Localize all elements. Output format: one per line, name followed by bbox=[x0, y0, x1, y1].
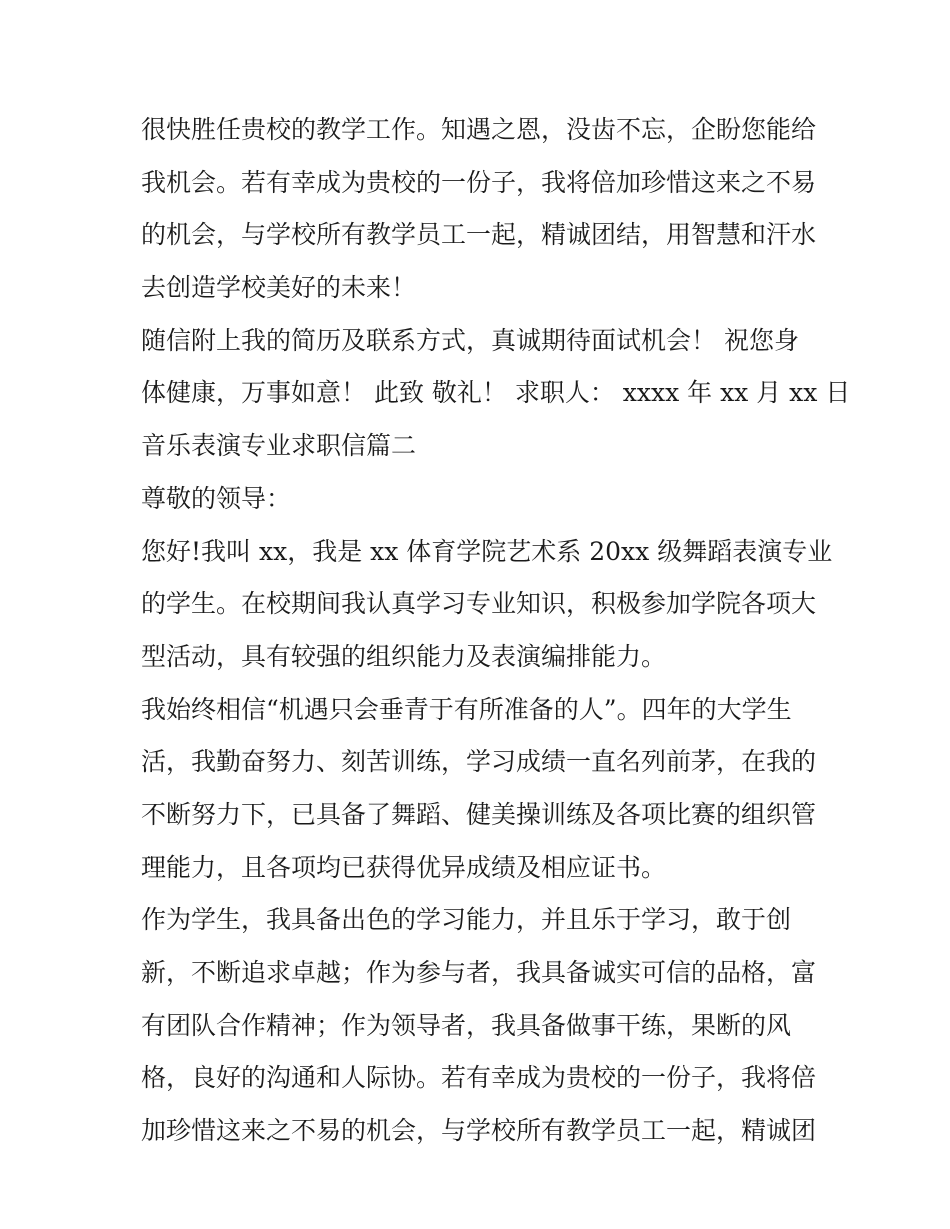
text-line: 您好!我叫 xx，我是 xx 体育学院艺术系 20xx 级舞蹈表演专业 bbox=[141, 536, 833, 566]
text-line: 我始终相信“机遇只会垂青于有所准备的人”。四年的大学生 bbox=[141, 694, 792, 724]
section-title: 音乐表演专业求职信篇二 bbox=[141, 431, 417, 461]
document-body bbox=[141, 104, 851, 1158]
text-line: 很快胜任贵校的教学工作。知遇之恩，没齿不忘，企盼您能给 bbox=[141, 115, 817, 144]
text-line: 不断努力下，已具备了舞蹈、健美操训练及各项比赛的组织管 bbox=[141, 799, 817, 829]
text-line: 格，良好的沟通和人际协。若有幸成为贵校的一份子，我将倍 bbox=[141, 1063, 817, 1093]
text-line: 作为学生，我具备出色的学习能力，并且乐于学习，敢于创 bbox=[141, 905, 792, 935]
text-line: 去创造学校美好的未来！ bbox=[141, 273, 417, 303]
text-line: 活，我勤奋努力、刻苦训练，学习成绩一直名列前茅，在我的 bbox=[141, 747, 817, 777]
text-line: 新，不断追求卓越；作为参与者，我具备诚实可信的品格，富 bbox=[141, 958, 817, 987]
text-line: 体健康，万事如意！ 此致 敬礼！ 求职人： xxxx 年 xx 月 xx 日 bbox=[141, 378, 851, 408]
text-line: 型活动，具有较强的组织能力及表演编排能力。 bbox=[141, 641, 667, 671]
text-line: 理能力，且各项均已获得优异成绩及相应证书。 bbox=[141, 852, 667, 882]
salutation: 尊敬的领导： bbox=[141, 483, 292, 513]
text-line: 的机会，与学校所有教学员工一起，精诚团结，用智慧和汗水 bbox=[141, 220, 817, 250]
text-line: 的学生。在校期间我认真学习专业知识，积极参加学院各项大 bbox=[141, 589, 817, 619]
text-line: 加珍惜这来之不易的机会，与学校所有教学员工一起，精诚团 bbox=[141, 1116, 817, 1146]
text-line: 有团队合作精神；作为领导者，我具备做事干练，果断的风 bbox=[141, 1010, 792, 1040]
text-line: 我机会。若有幸成为贵校的一份子，我将倍加珍惜这来之不易 bbox=[141, 167, 817, 197]
text-line: 随信附上我的简历及联系方式，真诚期待面试机会！ 祝您身 bbox=[141, 325, 799, 355]
